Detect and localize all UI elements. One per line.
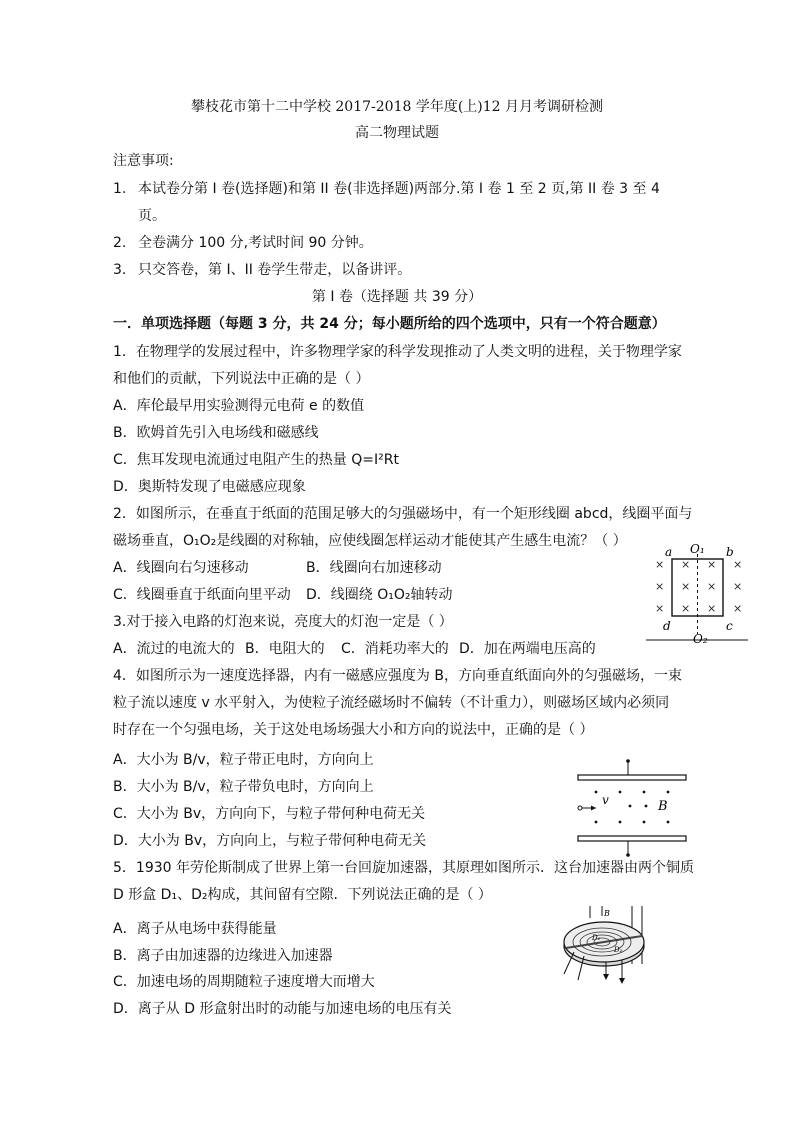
exam-subject-title: 高二物理试题 — [355, 125, 439, 141]
question-stem: 2．如图所示，在垂直于纸面的范围足够大的匀强磁场中，有一个矩形线圈 abcd，线圈平面与 — [113, 506, 693, 522]
label-d2: D₂ — [614, 946, 623, 954]
svg-text:×: × — [655, 580, 665, 593]
option-b: B．电阻大的 — [245, 641, 325, 657]
svg-text:×: × — [733, 558, 743, 571]
lower-plate — [578, 836, 686, 841]
notes-heading: 注意事项: — [113, 153, 174, 169]
label-d: d — [663, 619, 671, 633]
svg-text:×: × — [681, 580, 691, 593]
option-c: C．焦耳发现电流通过电阻产生的热量 Q=I²Rt — [113, 452, 399, 468]
option-b: B．欧姆首先引入电场线和磁感线 — [113, 425, 319, 441]
question-stem: 5．1930 年劳伦斯制成了世界上第一台回旋加速器，其原理如图所示．这台加速器由两个铜质 — [113, 860, 694, 876]
svg-text:×: × — [733, 602, 743, 615]
note-number: 3. — [113, 262, 127, 278]
label-a: a — [665, 545, 673, 559]
question-stem: D 形盒 D₁、D₂构成，其间留有空隙．下列说法正确的是（ ） — [113, 887, 492, 903]
option-b: B．线圈向右加速移动 — [306, 560, 442, 576]
option-a: A．线圈向右匀速移动 — [113, 560, 249, 576]
question-stem: 1．在物理学的发展过程中，许多物理学家的科学发现推动了人类文明的进程，关于物理学家 — [113, 344, 682, 360]
option-d: D．奥斯特发现了电磁感应现象 — [113, 479, 306, 495]
question-stem: 磁场垂直，O₁O₂是线圈的对称轴，应使线圈怎样运动才能使其产生感生电流？（ ） — [113, 533, 627, 549]
note-text: 本试卷分第 I 卷(选择题)和第 II 卷(非选择题)两部分.第 I 卷 1 至 2 页,第 II 卷 3 至 4 — [138, 181, 660, 197]
option-a: A．大小为 B/v，粒子带正电时，方向向上 — [113, 752, 374, 768]
part-title: 第 I 卷（选择题 共 39 分） — [311, 289, 483, 305]
label-b: B — [604, 909, 610, 918]
label-c: c — [726, 619, 733, 633]
note-text: 只交答卷，第 I、II 卷学生带走，以备讲评。 — [138, 262, 412, 278]
option-c: C．加速电场的周期随粒子速度增大而增大 — [113, 974, 375, 990]
question-stem: 和他们的贡献，下列说法中正确的是（ ） — [113, 371, 370, 387]
cyclotron-figure — [556, 904, 652, 990]
svg-text:×: × — [707, 602, 717, 615]
note-text: 全卷满分 100 分,考试时间 90 分钟。 — [138, 235, 373, 251]
velocity-selector-figure — [572, 758, 690, 858]
exam-school-line: 攀枝花市第十二中学校 2017-2018 学年度(上)12 月月考调研检测 — [190, 99, 604, 115]
option-c: C．线圈垂直于纸面向里平动 — [113, 587, 291, 603]
svg-text:×: × — [655, 602, 665, 615]
option-d: D．加在两端电压高的 — [459, 641, 596, 657]
svg-text:×: × — [707, 558, 717, 571]
option-b: B．离子由加速器的边缘进入加速器 — [113, 948, 333, 964]
label-o2: O₂ — [693, 632, 708, 646]
label-b: b — [726, 545, 734, 559]
question-stem: 4．如图所示为一速度选择器，内有一磁感应强度为 B，方向垂直纸面向外的匀强磁场，一束 — [113, 668, 682, 684]
question-stem: 粒子流以速度 v 水平射入，为使粒子流经磁场时不偏转（不计重力），则磁场区域内必须同 — [113, 695, 670, 711]
svg-text:×: × — [707, 580, 717, 593]
option-d: D．大小为 Bv，方向向上，与粒子带何种电荷无关 — [113, 833, 427, 849]
svg-text:×: × — [681, 558, 691, 571]
question-stem: 时存在一个匀强电场，关于这处电场场强大小和方向的说法中，正确的是（ ） — [113, 722, 594, 738]
note-number: 1. — [113, 181, 127, 197]
note-text-continued: 页。 — [138, 208, 166, 224]
option-b: B．大小为 B/v，粒子带负电时，方向向上 — [113, 779, 374, 795]
svg-text:×: × — [733, 580, 743, 593]
question-stem: 3.对于接入电路的灯泡来说，亮度大的灯泡一定是（ ） — [113, 614, 453, 630]
upper-plate — [578, 775, 686, 780]
coil-magnetic-field-figure — [644, 540, 750, 650]
option-d: D．线圈绕 O₁O₂轴转动 — [306, 587, 453, 603]
option-a: A．流过的电流大的 — [113, 641, 235, 657]
label-d1: D₁ — [592, 934, 601, 942]
note-number: 2. — [113, 235, 127, 251]
option-c: C．大小为 Bv，方向向下，与粒子带何种电荷无关 — [113, 806, 426, 822]
svg-text:×: × — [681, 602, 691, 615]
label-b: B — [658, 799, 668, 814]
label-o1: O₁ — [690, 542, 705, 556]
label-v: v — [602, 793, 609, 807]
option-d: D．离子从 D 形盒射出时的动能与加速电场的电压有关 — [113, 1001, 452, 1017]
section-heading: 一．单项选择题（每题 3 分，共 24 分；每小题所给的四个选项中，只有一个符合题意） — [113, 316, 666, 332]
option-c: C．消耗功率大的 — [341, 641, 449, 657]
option-a: A．离子从电场中获得能量 — [113, 921, 277, 937]
option-a: A．库伦最早用实验测得元电荷 e 的数值 — [113, 398, 365, 414]
svg-text:×: × — [655, 558, 665, 571]
